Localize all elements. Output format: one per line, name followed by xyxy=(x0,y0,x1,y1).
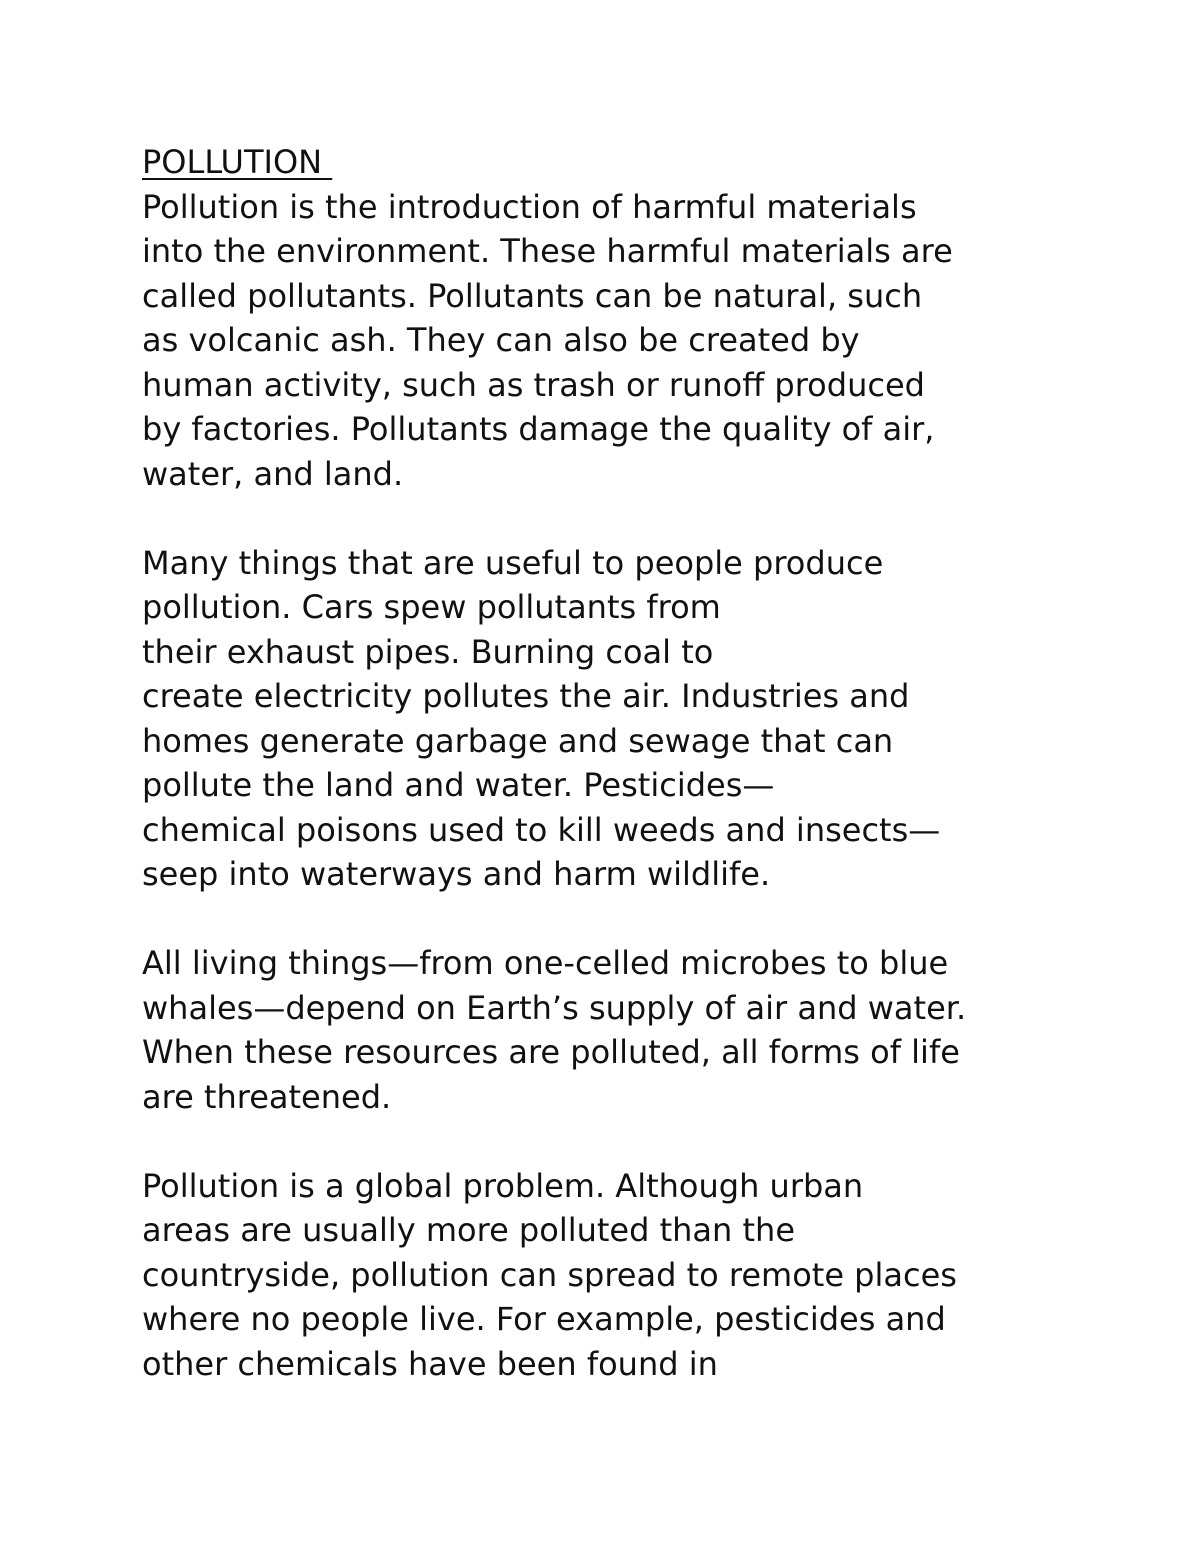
paragraph-line: pollution. Cars spew pollutants from xyxy=(142,588,721,626)
paragraph-line: are threatened. xyxy=(142,1077,392,1116)
paragraph-line: water, and land. xyxy=(142,454,404,493)
paragraph-line: pollute the land and water. Pesticides— xyxy=(142,766,775,804)
document-title xyxy=(142,140,1082,185)
paragraph-line: into the environment. These harmful materials are xyxy=(142,232,953,270)
paragraph-line: All living things—from one-celled microbes to blue xyxy=(142,944,949,982)
paragraph-line: Pollution is the introduction of harmful materials xyxy=(142,187,917,226)
paragraph-line: When these resources are polluted, all forms of life xyxy=(142,1033,960,1071)
paragraph-line: chemical poisons used to kill weeds and insects— xyxy=(142,810,941,849)
paragraph-line: their exhaust pipes. Burning coal to xyxy=(142,632,714,671)
paragraph-3 xyxy=(142,941,1082,1119)
paragraph-1 xyxy=(142,185,1082,497)
paragraph-2 xyxy=(142,541,1082,897)
paragraph-line: Pollution is a global problem. Although urban xyxy=(142,1166,864,1205)
paragraph-line: as volcanic ash. They can also be created by xyxy=(142,321,860,359)
paragraph-line: areas are usually more polluted than the xyxy=(142,1211,795,1249)
paragraph-line: whales—depend on Earth’s supply of air and water. xyxy=(142,988,967,1027)
paragraph-line: create electricity pollutes the air. Industries and xyxy=(142,677,910,715)
document-body xyxy=(142,140,1082,1386)
paragraph-line: called pollutants. Pollutants can be natural, such xyxy=(142,276,923,315)
paragraph-4 xyxy=(142,1164,1082,1387)
document-title-text: POLLUTION xyxy=(142,143,333,181)
paragraph-line: countryside, pollution can spread to remote places xyxy=(142,1255,957,1294)
paragraph-line: Many things that are useful to people produce xyxy=(142,543,884,582)
paragraph-line: homes generate garbage and sewage that can xyxy=(142,721,894,760)
paragraph-line: where no people live. For example, pesticides and xyxy=(142,1300,946,1338)
paragraph-line: human activity, such as trash or runoff produced xyxy=(142,365,925,404)
paragraph-line: seep into waterways and harm wildlife. xyxy=(142,855,771,893)
paragraph-line: other chemicals have been found in xyxy=(142,1344,718,1383)
paragraph-line: by factories. Pollutants damage the quality of air, xyxy=(142,410,935,448)
